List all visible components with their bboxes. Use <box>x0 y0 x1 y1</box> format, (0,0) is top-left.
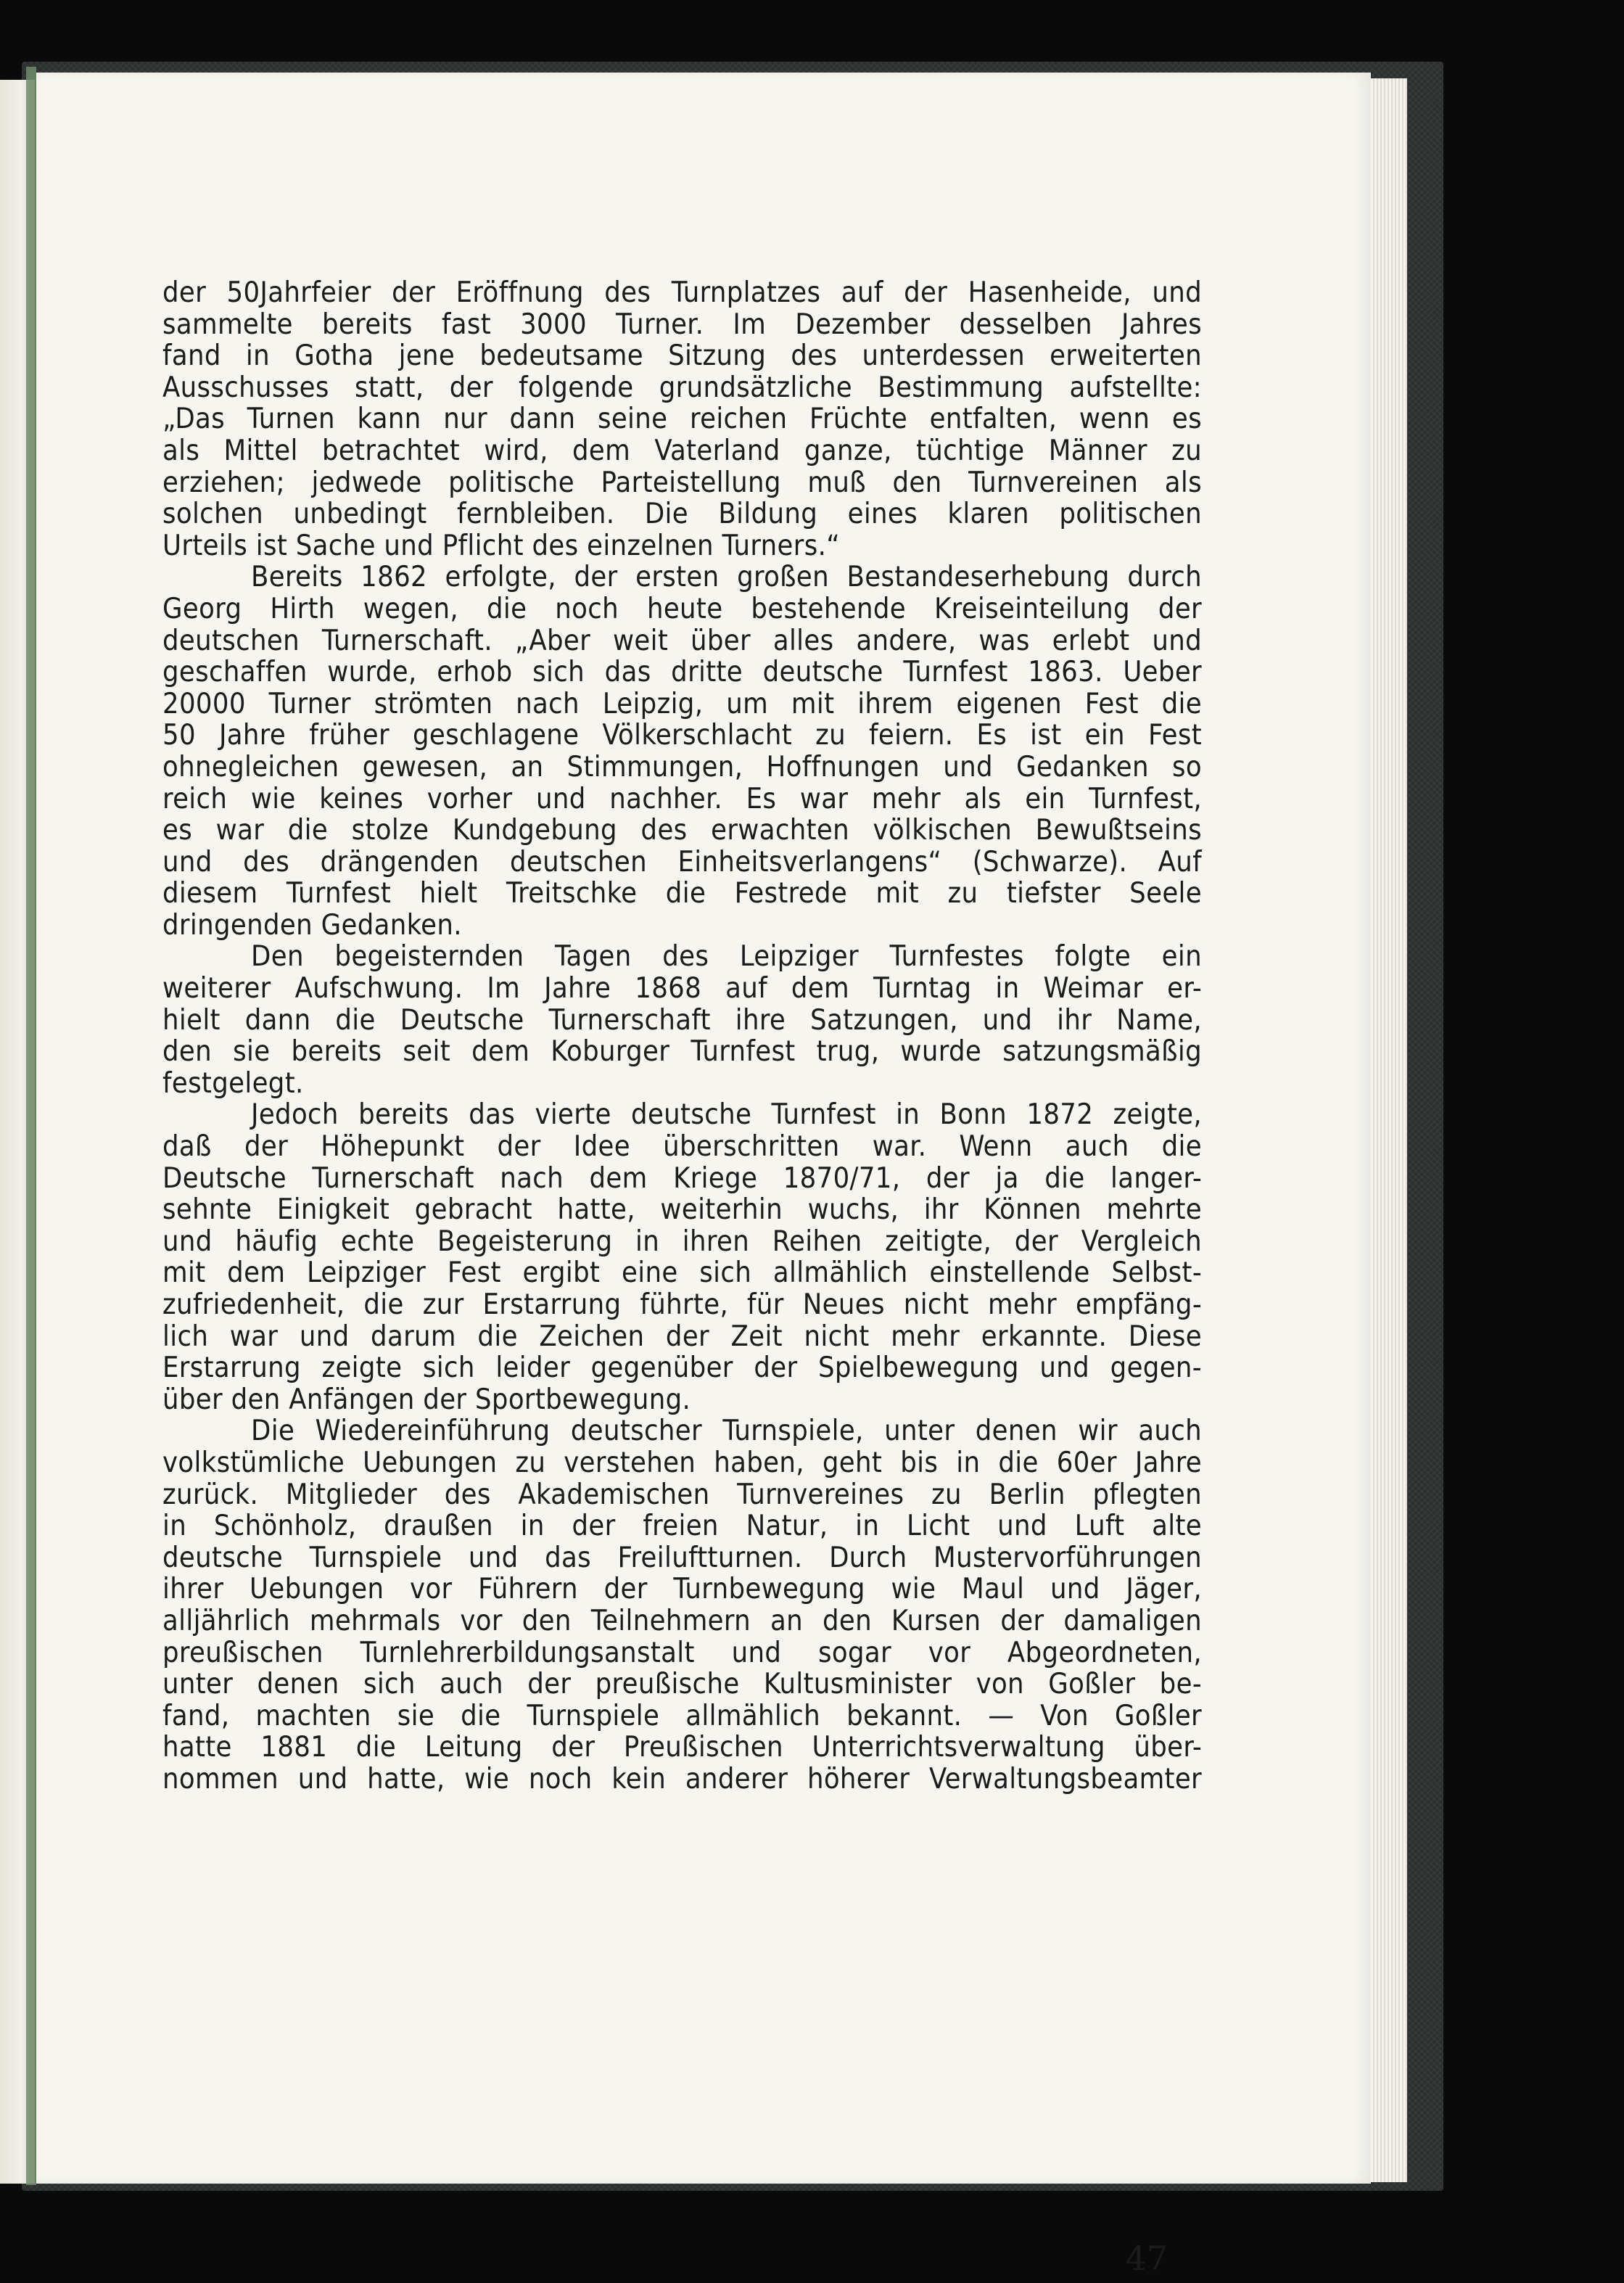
text-line: Deutsche Turnerschaft nach dem Kriege 1870/71, der ja die langer- <box>162 1162 1202 1195</box>
text-line: fand, machten sie die Turnspiele allmählich bekannt. — Von Goßler <box>162 1700 1202 1732</box>
body-text <box>162 277 1202 1795</box>
text-line: über den Anfängen der Sportbewegung. <box>162 1383 691 1416</box>
text-line: Erstarrung zeigte sich leider gegenüber der Spielbewegung und gegen- <box>162 1352 1202 1384</box>
text-line: deutsche Turnspiele und das Freiluftturnen. Durch Mustervorführungen <box>162 1542 1202 1574</box>
text-line: Jedoch bereits das vierte deutsche Turnfest in Bonn 1872 zeigte, <box>251 1099 1202 1132</box>
text-line: Bereits 1862 erfolgte, der ersten großen Bestandeserhebung durch <box>251 562 1202 593</box>
text-line: hatte 1881 die Leitung der Preußischen Unterrichtsverwaltung über- <box>162 1732 1202 1764</box>
text-line: 50 Jahre früher geschlagene Völkerschlacht zu feiern. Es ist ein Fest <box>162 720 1202 752</box>
text-line: Urteils ist Sache und Pflicht des einzelnen Turners.“ <box>162 530 840 562</box>
text-line: lich war und darum die Zeichen der Zeit nicht mehr erkannte. Diese <box>162 1320 1202 1353</box>
text-line: sehnte Einigkeit gebracht hatte, weiterhin wuchs, ihr Können mehrte <box>162 1194 1202 1226</box>
text-line: den sie bereits seit dem Koburger Turnfest trug, wurde satzungsmäßig <box>162 1036 1202 1068</box>
text-line: zurück. Mitglieder des Akademischen Turnvereines zu Berlin pflegten <box>162 1478 1202 1511</box>
text-line: deutschen Turnerschaft. „Aber weit über alles andere, was erlebt und <box>162 625 1202 657</box>
text-line: der 50Jahrfeier der Eröffnung des Turnplatzes auf der Hasenheide, und <box>162 277 1202 309</box>
text-line: ihrer Uebungen vor Führern der Turnbewegung wie Maul und Jäger, <box>162 1574 1202 1605</box>
text-line: solchen unbedingt fernbleiben. Die Bildung eines klaren politischen <box>162 498 1202 530</box>
text-line: Ausschusses statt, der folgende grundsätzliche Bestimmung aufstellte: <box>162 371 1202 404</box>
text-line: reich wie keines vorher und nachher. Es war mehr als ein Turnfest, <box>162 783 1202 815</box>
text-line: festgelegt. <box>162 1067 304 1100</box>
text-line: und des drängenden deutschen Einheitsverlangens“ (Schwarze). Auf <box>162 846 1202 879</box>
text-line: ohnegleichen gewesen, an Stimmungen, Hoffnungen und Gedanken so <box>162 751 1202 783</box>
page-number: 47 <box>1125 2239 1168 2278</box>
text-line: mit dem Leipziger Fest ergibt eine sich allmählich einstellende Selbst- <box>162 1257 1202 1289</box>
text-line: und häufig echte Begeisterung in ihren Reihen zeitigte, der Vergleich <box>162 1225 1202 1258</box>
text-line: Den begeisternden Tagen des Leipziger Turnfestes folgte ein <box>251 941 1202 974</box>
text-line: daß der Höhepunkt der Idee überschritten war. Wenn auch die <box>162 1131 1202 1163</box>
text-line: hielt dann die Deutsche Turnerschaft ihre Satzungen, und ihr Name, <box>162 1004 1202 1037</box>
text-line: nommen und hatte, wie noch kein anderer höherer Verwaltungsbeamter <box>162 1763 1202 1795</box>
text-line: alljährlich mehrmals vor den Teilnehmern an den Kursen der damaligen <box>162 1605 1202 1637</box>
book-page <box>36 73 1371 2184</box>
text-line: als Mittel betrachtet wird, dem Vaterland ganze, tüchtige Männer zu <box>162 435 1202 467</box>
text-line: volkstümliche Uebungen zu verstehen haben, geht bis in die 60er Jahre <box>162 1447 1202 1479</box>
spine-strip <box>26 67 36 2185</box>
text-line: unter denen sich auch der preußische Kultusminister von Goßler be- <box>162 1669 1202 1700</box>
text-line: in Schönholz, draußen in der freien Natur, in Licht und Luft alte <box>162 1510 1202 1542</box>
text-line: erziehen; jedwede politische Parteistellung muß den Turnvereinen als <box>162 466 1202 499</box>
text-line: sammelte bereits fast 3000 Turner. Im Dezember desselben Jahres <box>162 308 1202 341</box>
text-line: 20000 Turner strömten nach Leipzig, um mit ihrem eigenen Fest die <box>162 688 1202 720</box>
text-line: fand in Gotha jene bedeutsame Sitzung des unterdessen erweiterten <box>162 340 1202 372</box>
text-line: es war die stolze Kundgebung des erwachten völkischen Bewußtseins <box>162 815 1202 847</box>
text-line: weiterer Aufschwung. Im Jahre 1868 auf dem Turntag in Weimar er- <box>162 973 1202 1005</box>
text-line: dringenden Gedanken. <box>162 909 462 942</box>
text-line: geschaffen wurde, erhob sich das dritte deutsche Turnfest 1863. Ueber <box>162 657 1202 688</box>
text-line: Die Wiedereinführung deutscher Turnspiele, unter denen wir auch <box>251 1415 1202 1447</box>
text-line: diesem Turnfest hielt Treitschke die Festrede mit zu tiefster Seele <box>162 878 1202 910</box>
text-line: „Das Turnen kann nur dann seine reichen Früchte entfalten, wenn es <box>162 403 1202 435</box>
text-line: zufriedenheit, die zur Erstarrung führte, für Neues nicht mehr empfäng- <box>162 1289 1202 1321</box>
text-line: Georg Hirth wegen, die noch heute bestehende Kreiseinteilung der <box>162 593 1202 625</box>
text-line: preußischen Turnlehrerbildungsanstalt und sogar vor Abgeordneten, <box>162 1637 1202 1669</box>
